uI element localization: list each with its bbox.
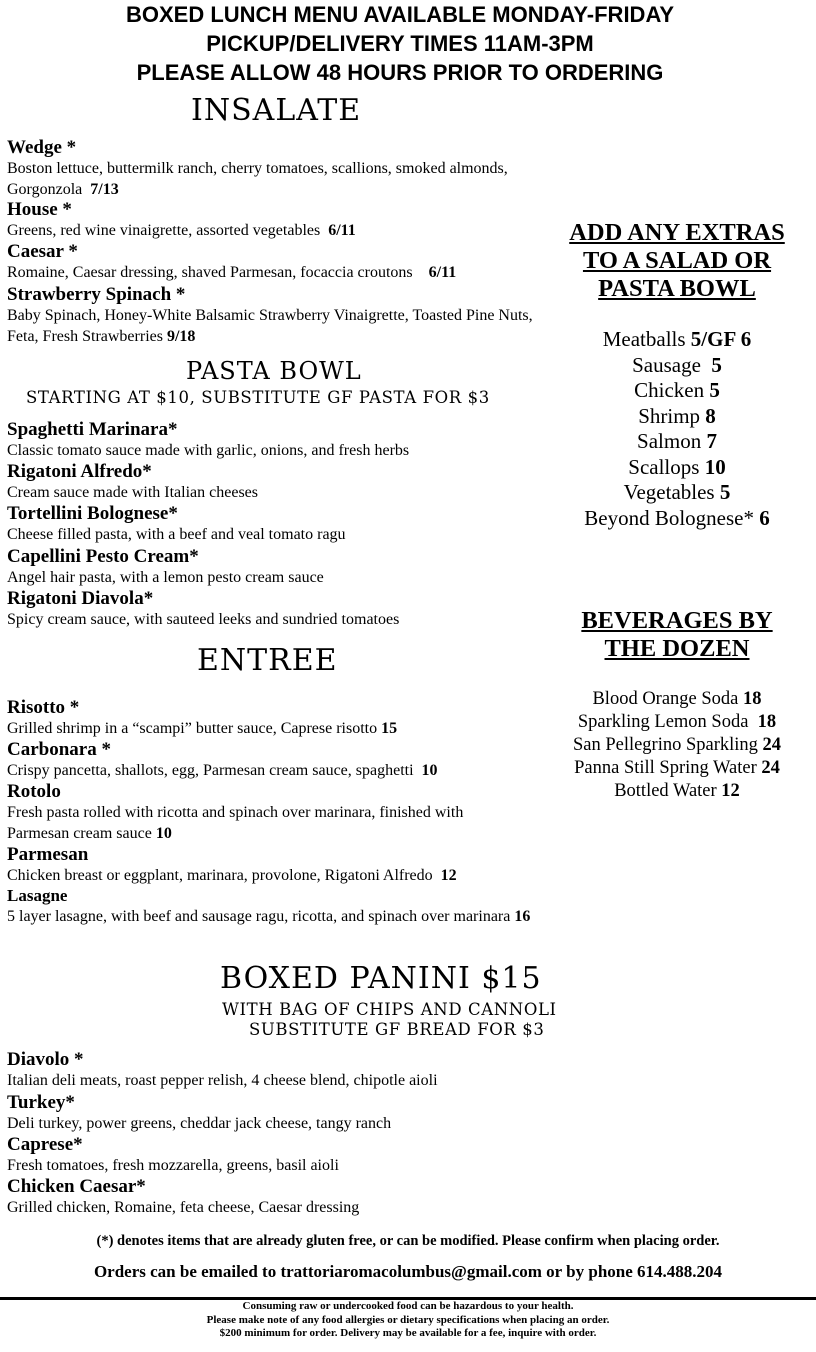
section-title-pasta: PASTA BOWL bbox=[186, 357, 362, 385]
item-name: House * bbox=[7, 199, 72, 220]
item-name: Strawberry Spinach * bbox=[7, 284, 186, 305]
menu-item bbox=[7, 284, 547, 347]
item-price: 12 bbox=[440, 867, 457, 884]
item-name: Lasagne bbox=[7, 886, 68, 905]
menu-item bbox=[7, 461, 547, 503]
item-desc: Italian deli meats, roast pepper relish, 4 cheese blend, chipotle aioli bbox=[7, 1072, 438, 1089]
menu-item bbox=[7, 588, 547, 630]
list-item bbox=[548, 506, 806, 532]
list-item bbox=[548, 688, 806, 711]
item-desc: Spicy cream sauce, with sauteed leeks and sundried tomatoes bbox=[7, 611, 400, 628]
list-item bbox=[548, 429, 806, 455]
extra-price: 5 bbox=[709, 378, 720, 402]
list-item bbox=[548, 480, 806, 506]
menu-item bbox=[7, 1092, 547, 1134]
menu-item bbox=[7, 1176, 547, 1218]
item-desc: Boston lettuce, buttermilk ranch, cherry tomatoes, scallions, smoked almonds, Gorgonzola bbox=[7, 160, 508, 198]
extra-price: 5/GF 6 bbox=[690, 327, 752, 351]
item-name: Caesar * bbox=[7, 241, 78, 262]
disclaimer-line: Consuming raw or undercooked food can be hazardous to your health. bbox=[242, 1300, 574, 1312]
disclaimer-line: $200 minimum for order. Delivery may be available for a fee, inquire with order. bbox=[219, 1327, 597, 1339]
extra-name: Salmon bbox=[637, 429, 702, 453]
header-line-notice: PLEASE ALLOW 48 HOURS PRIOR TO ORDERING bbox=[136, 60, 664, 85]
beverages-title bbox=[548, 607, 806, 663]
contact-note: Orders can be emailed to trattoriaromacolumbus@gmail.com or by phone 614.488.204 bbox=[93, 1262, 723, 1281]
item-price: 15 bbox=[381, 720, 398, 737]
item-name: Caprese* bbox=[7, 1134, 83, 1155]
section-title-insalate: INSALATE bbox=[191, 93, 362, 128]
extras-title bbox=[548, 219, 806, 303]
list-item bbox=[548, 327, 806, 353]
beverage-price: 12 bbox=[721, 781, 740, 801]
list-item bbox=[548, 780, 806, 803]
item-name: Risotto * bbox=[7, 697, 80, 718]
menu-item bbox=[7, 199, 547, 241]
menu-item bbox=[7, 781, 547, 844]
beverage-name: Bottled Water bbox=[614, 781, 717, 801]
item-desc: Greens, red wine vinaigrette, assorted vegetables bbox=[7, 222, 321, 239]
item-desc: Fresh pasta rolled with ricotta and spinach over marinara, finished with Parmesan cream sauce bbox=[7, 804, 464, 842]
section-title-panini: BOXED PANINI $15 bbox=[220, 961, 542, 996]
item-name: Rotolo bbox=[7, 781, 61, 802]
section-subtitle-panini-gf: SUBSTITUTE GF BREAD FOR $3 bbox=[249, 1020, 545, 1039]
disclaimer bbox=[0, 1300, 816, 1341]
item-price: 10 bbox=[155, 825, 172, 842]
list-item bbox=[548, 734, 806, 757]
item-name: Rigatoni Alfredo* bbox=[7, 461, 152, 482]
extra-name: Scallops bbox=[628, 454, 700, 479]
list-item bbox=[548, 353, 806, 379]
list-item bbox=[548, 757, 806, 780]
menu-item bbox=[7, 885, 547, 927]
beverage-name: San Pellegrino Sparkling bbox=[572, 735, 758, 755]
item-name: Parmesan bbox=[7, 844, 89, 865]
list-item bbox=[548, 404, 806, 430]
extra-price: 5 bbox=[711, 352, 722, 377]
beverages-list bbox=[548, 688, 806, 803]
item-name: Capellini Pesto Cream* bbox=[7, 546, 199, 567]
item-name: Tortellini Bolognese* bbox=[7, 503, 178, 524]
item-desc: Cheese filled pasta, with a beef and veal tomato ragu bbox=[7, 526, 346, 543]
extra-price: 5 bbox=[719, 480, 731, 504]
item-price: 16 bbox=[514, 908, 531, 925]
item-name: Chicken Caesar* bbox=[7, 1176, 146, 1197]
beverage-price: 18 bbox=[757, 712, 777, 732]
list-item bbox=[548, 711, 806, 734]
item-desc: Baby Spinach, Honey-White Balsamic Strawberry Vinaigrette, Toasted Pine Nuts, Feta, Fresh Strawberries bbox=[7, 307, 533, 345]
beverages-title-line: THE DOZEN bbox=[604, 635, 750, 662]
menu-item bbox=[7, 419, 547, 461]
item-name: Turkey* bbox=[7, 1092, 75, 1113]
section-subtitle-pasta: STARTING AT $10, SUBSTITUTE GF PASTA FOR $3 bbox=[26, 388, 490, 407]
item-name: Rigatoni Diavola* bbox=[7, 588, 154, 609]
item-desc: Grilled shrimp in a “scampi” butter sauce, Caprese risotto bbox=[7, 720, 378, 737]
section-title-entree: ENTREE bbox=[197, 643, 338, 678]
extras-list bbox=[548, 327, 806, 531]
header-line-availability: BOXED LUNCH MENU AVAILABLE MONDAY-FRIDAY bbox=[126, 2, 674, 27]
extra-price: 6 bbox=[759, 505, 770, 530]
beverage-price: 24 bbox=[761, 758, 780, 778]
beverages-title-line: BEVERAGES BY bbox=[581, 607, 773, 634]
item-desc: Crispy pancetta, shallots, egg, Parmesan cream sauce, spaghetti bbox=[7, 762, 414, 779]
extra-price: 7 bbox=[706, 429, 717, 453]
extra-name: Sausage bbox=[632, 352, 701, 377]
item-desc: Grilled chicken, Romaine, feta cheese, Caesar dressing bbox=[7, 1199, 360, 1216]
beverage-price: 24 bbox=[762, 735, 782, 755]
item-price: 6/11 bbox=[428, 264, 457, 281]
extra-name: Chicken bbox=[634, 378, 705, 402]
beverage-price: 18 bbox=[743, 689, 762, 709]
item-name: Spaghetti Marinara* bbox=[7, 419, 178, 440]
extras-title-line: TO A SALAD OR bbox=[582, 247, 772, 274]
menu-item bbox=[7, 1049, 547, 1091]
extra-name: Meatballs bbox=[602, 327, 686, 351]
item-desc: Chicken breast or eggplant, marinara, provolone, Rigatoni Alfredo bbox=[7, 867, 433, 884]
extra-price: 8 bbox=[705, 403, 716, 428]
header-line-times: PICKUP/DELIVERY TIMES 11AM-3PM bbox=[206, 31, 594, 56]
list-item bbox=[548, 378, 806, 404]
item-desc: 5 layer lasagne, with beef and sausage ragu, ricotta, and spinach over marinara bbox=[7, 908, 511, 925]
list-item bbox=[548, 455, 806, 481]
menu-item bbox=[7, 697, 547, 739]
beverage-name: Blood Orange Soda bbox=[592, 689, 739, 709]
disclaimer-line: Please make note of any food allergies or dietary specifications when placing an order. bbox=[206, 1313, 610, 1326]
item-desc: Classic tomato sauce made with garlic, onions, and fresh herbs bbox=[7, 442, 410, 459]
menu-item bbox=[7, 241, 547, 283]
extras-title-line: ADD ANY EXTRAS bbox=[569, 219, 785, 246]
item-desc: Angel hair pasta, with a lemon pesto cream sauce bbox=[7, 569, 324, 586]
item-name: Carbonara * bbox=[7, 739, 111, 760]
item-name: Wedge * bbox=[7, 137, 77, 158]
extra-name: Vegetables bbox=[623, 480, 715, 504]
beverage-name: Sparkling Lemon Soda bbox=[577, 712, 749, 732]
item-desc: Romaine, Caesar dressing, shaved Parmesan, focaccia croutons bbox=[7, 264, 413, 281]
beverage-name: Panna Still Spring Water bbox=[574, 758, 757, 778]
item-price: 10 bbox=[421, 762, 438, 779]
menu-item bbox=[7, 546, 547, 588]
menu-item bbox=[7, 739, 547, 781]
extras-title-line: PASTA BOWL bbox=[598, 275, 756, 302]
gluten-free-note: (*) denotes items that are already gluten free, or can be modified. Please confirm when placing order. bbox=[96, 1233, 720, 1249]
extra-price: 10 bbox=[704, 454, 726, 479]
item-desc: Fresh tomatoes, fresh mozzarella, greens, basil aioli bbox=[7, 1157, 339, 1174]
item-price: 7/13 bbox=[90, 181, 119, 198]
item-desc: Cream sauce made with Italian cheeses bbox=[7, 484, 258, 501]
item-desc: Deli turkey, power greens, cheddar jack cheese, tangy ranch bbox=[7, 1115, 392, 1132]
menu-item bbox=[7, 503, 547, 545]
menu-item bbox=[7, 137, 547, 200]
menu-item bbox=[7, 1134, 547, 1176]
item-price: 9/18 bbox=[166, 328, 196, 345]
extra-name: Beyond Bolognese* bbox=[584, 505, 754, 530]
item-name: Diavolo * bbox=[7, 1049, 84, 1070]
extra-name: Shrimp bbox=[638, 403, 701, 428]
item-price: 6/11 bbox=[328, 222, 356, 239]
menu-item bbox=[7, 844, 547, 886]
section-subtitle-panini-chips: WITH BAG OF CHIPS AND CANNOLI bbox=[222, 1000, 557, 1019]
